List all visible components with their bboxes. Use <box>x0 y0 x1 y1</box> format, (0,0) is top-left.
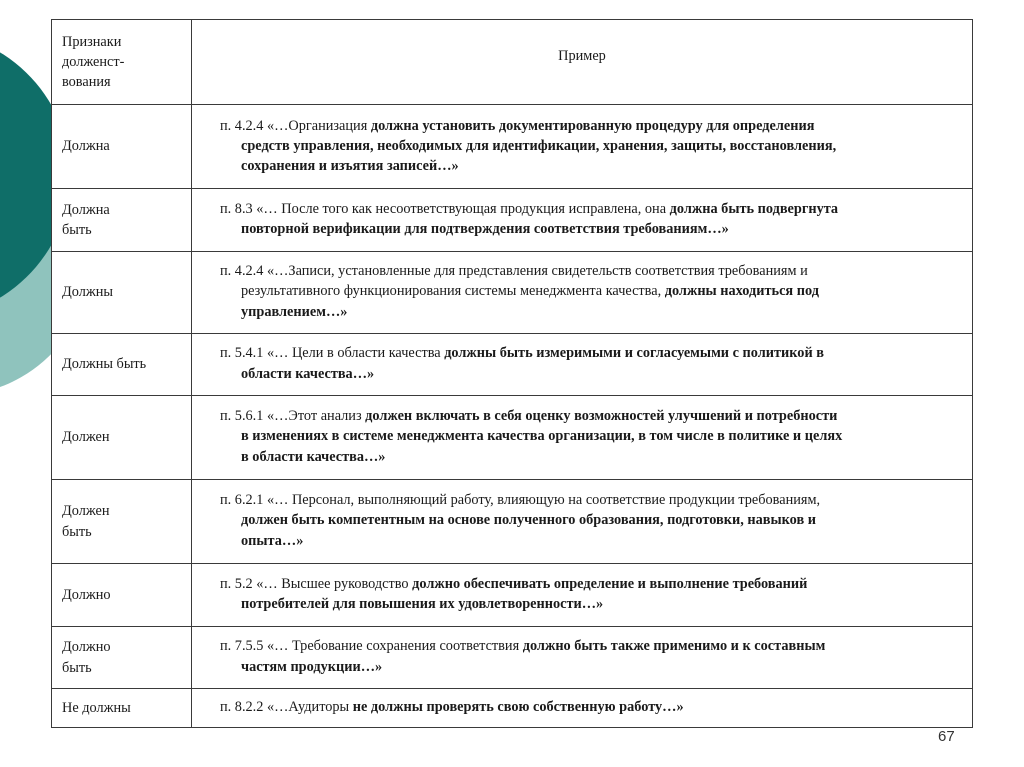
modal-cell: Не должны <box>52 689 192 728</box>
example-cell: п. 7.5.5 «… Требование сохранения соответствия должно быть также применимо и к составным частям продукции…» <box>192 627 973 689</box>
table-header-row <box>52 20 973 105</box>
header-obligation-signs: Признаки долженст-вования <box>52 20 192 105</box>
example-cell: п. 6.2.1 «… Персонал, выполняющий работу, влияющую на соответствие продукции требованиям, должен быть компетентным на основе полученного образования, подготовки, навыков и опыта…» <box>192 480 973 564</box>
modal-cell: Должна <box>52 105 192 189</box>
obligation-table <box>51 19 973 728</box>
page-number: 67 <box>938 728 955 745</box>
table-row <box>52 105 973 189</box>
table-row <box>52 396 973 480</box>
table-row <box>52 627 973 689</box>
example-cell: п. 8.2.2 «…Аудиторы не должны проверять свою собственную работу…» <box>192 689 973 728</box>
table-row <box>52 689 973 728</box>
example-cell: п. 5.6.1 «…Этот анализ должен включать в себя оценку возможностей улучшений и потребности в изменениях в системе менеджмента качества организации, в том числе в политике и целях в области качества…» <box>192 396 973 480</box>
modal-cell: Должна быть <box>52 189 192 252</box>
modal-cell: Должны <box>52 252 192 334</box>
table-row <box>52 189 973 252</box>
modal-cell: Должно <box>52 564 192 627</box>
table-row <box>52 564 973 627</box>
table-row <box>52 334 973 396</box>
modal-cell: Должен <box>52 396 192 480</box>
example-cell: п. 4.2.4 «…Записи, установленные для представления свидетельств соответствия требованиям и результативного функционирования системы менеджмента качества, должны находиться под управлением…» <box>192 252 973 334</box>
table-row <box>52 480 973 564</box>
example-cell: п. 8.3 «… После того как несоответствующая продукция исправлена, она должна быть подвергнута повторной верификации для подтверждения соответствия требованиям…» <box>192 189 973 252</box>
modal-cell: Должен быть <box>52 480 192 564</box>
example-cell: п. 4.2.4 «…Организация должна установить документированную процедуру для определения средств управления, необходимых для идентификации, хранения, защиты, восстановления, сохранения и изъятия записей…» <box>192 105 973 189</box>
example-cell: п. 5.4.1 «… Цели в области качества должны быть измеримыми и согласуемыми с политикой в области качества…» <box>192 334 973 396</box>
modal-cell: Должны быть <box>52 334 192 396</box>
table-row <box>52 252 973 334</box>
example-cell: п. 5.2 «… Высшее руководство должно обеспечивать определение и выполнение требований потребителей для повышения их удовлетворенности…» <box>192 564 973 627</box>
modal-cell: Должно быть <box>52 627 192 689</box>
header-example: Пример <box>192 20 973 105</box>
